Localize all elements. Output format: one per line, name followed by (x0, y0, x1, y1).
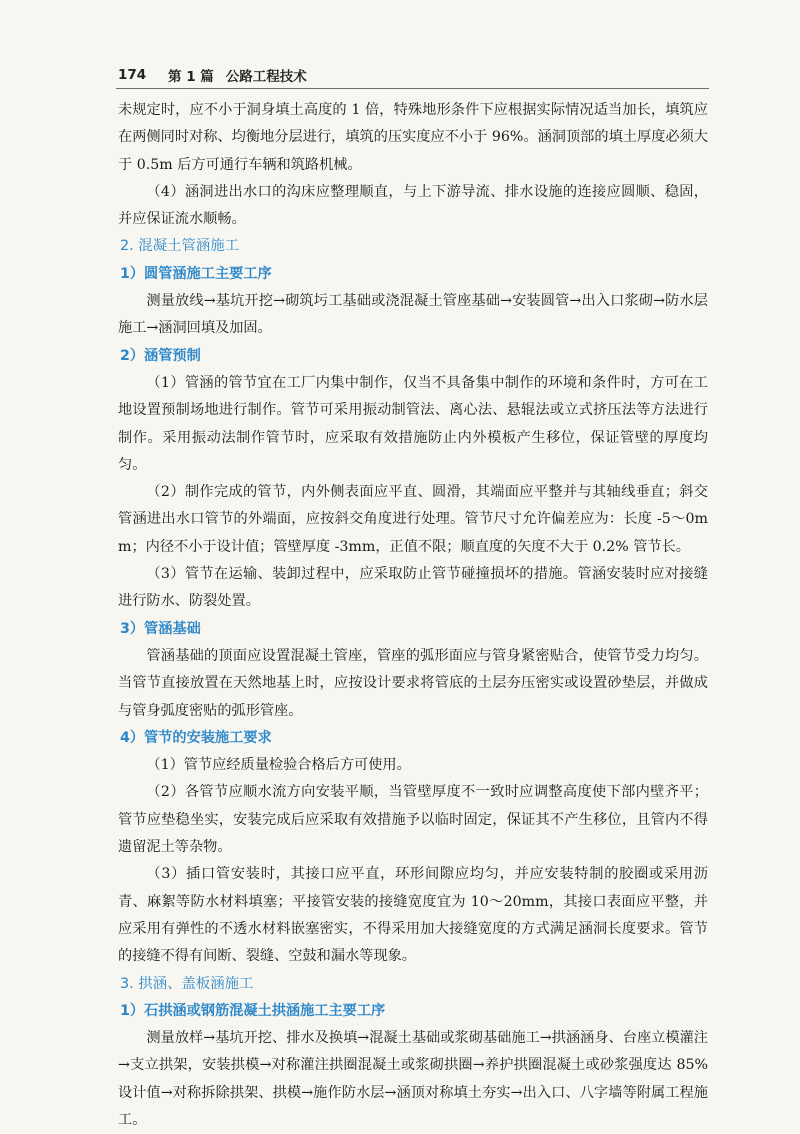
paragraph: （3）管节在运输、装卸过程中，应采取防止管节碰撞损坏的措施。管涵安装时应对接缝进行防水、防裂处置。 (118, 566, 708, 610)
section-heading: 2. 混凝土管涵施工 (120, 238, 240, 255)
paragraph: 未规定时，应不小于洞身填土高度的 1 倍，特殊地形条件下应根据实际情况适当加长，填筑应在两侧同时对称、均衡地分层进行，填筑的压实度应不小于 96%。涵洞顶部的填土厚度必须大于 0.5m 后方可通行车辆和筑路机械。 (118, 102, 708, 173)
section-heading: 3. 拱涵、盖板涵施工 (120, 975, 254, 992)
subsection-heading: 1）石拱涵或钢筋混凝土拱涵施工主要工序 (120, 1002, 386, 1019)
subsection-heading: 3）管涵基础 (120, 620, 201, 637)
paragraph: （2）各管节应顺水流方向安装平顺，当管壁厚度不一致时应调整高度使下部内壁齐平；管节应垫稳坐实，安装完成后应采取有效措施予以临时固定，保证其不产生移位，且管内不得遗留泥土等杂物。 (118, 784, 708, 856)
paragraph: 管涵基础的顶面应设置混凝土管座，管座的弧形面应与管身紧密贴合，使管节受力均匀。当管节直接放置在天然地基上时，应按设计要求将管底的土层夯压密实或设置砂垫层，并做成与管身弧度密贴的弧形管座。 (118, 647, 708, 719)
part-label: 第 1 篇 (168, 69, 214, 85)
paragraph: （3）插口管安装时，其接口应平直，环形间隙应均匀，并应安装特制的胶圈或采用沥青、麻絮等防水材料填塞；平接管安装的接缝宽度宜为 10～20mm，其接口表面应平整，并应采用有弹性的不透水材料嵌塞密实，不得采用加大接缝宽度的方式满足涵洞长度要求。管节的接缝不得有间断、裂缝、空鼓和漏水等现象。 (118, 866, 708, 965)
paragraph: （4）涵洞进出水口的沟床应整理顺直，与上下游导流、排水设施的连接应圆顺、稳固，并应保证流水顺畅。 (118, 183, 708, 228)
subsection-heading: 1）圆管涵施工主要工序 (120, 265, 272, 282)
page-body (118, 97, 708, 1134)
header-title: 公路工程技术 (225, 69, 307, 85)
page-number: 174 (118, 67, 147, 83)
paragraph: （1）管涵的管节宜在工厂内集中制作，仅当不具备集中制作的环境和条件时，方可在工地设置预制场地进行制作。管节可采用振动制管法、离心法、悬辊法或立式挤压法等方法进行制作。采用振动法制作管节时，应采取有效措施防止内外模板产生移位，保证管壁的厚度均匀。 (118, 374, 708, 473)
paragraph: 测量放线→基坑开挖→砌筑圬工基础或浇混凝土管座基础→安装圆管→出入口浆砌→防水层施工→涵洞回填及加固。 (118, 293, 708, 337)
subsection-heading: 2）涵管预制 (120, 347, 201, 364)
page-header (118, 64, 718, 86)
paragraph: （2）制作完成的管节，内外侧表面应平直、圆滑，其端面应平整并与其轴线垂直；斜交管涵进出水口管节的外端面，应按斜交角度进行处理。管节尺寸允许偏差应为：长度 -5～0mm；内径不小于设计值；管壁厚度 -3mm，正值不限；顺直度的矢度不大于 0.2% 管节长。 (118, 484, 708, 555)
subsection-heading: 4）管节的安装施工要求 (120, 729, 272, 746)
paragraph: （1）管节应经质量检验合格后方可使用。 (146, 757, 411, 774)
header-rule (116, 88, 709, 89)
paragraph: 测量放样→基坑开挖、排水及换填→混凝土基础或浆砌基础施工→拱涵涵身、台座立模灌注→支立拱架，安装拱模→对称灌注拱圈混凝土或浆砌拱圈→养护拱圈混凝土或砂浆强度达 85% 设计值→对称拆除拱架、拱模→施作防水层→涵顶对称填土夯实→出入口、八字墙等附属工程施工。 (118, 1030, 708, 1128)
